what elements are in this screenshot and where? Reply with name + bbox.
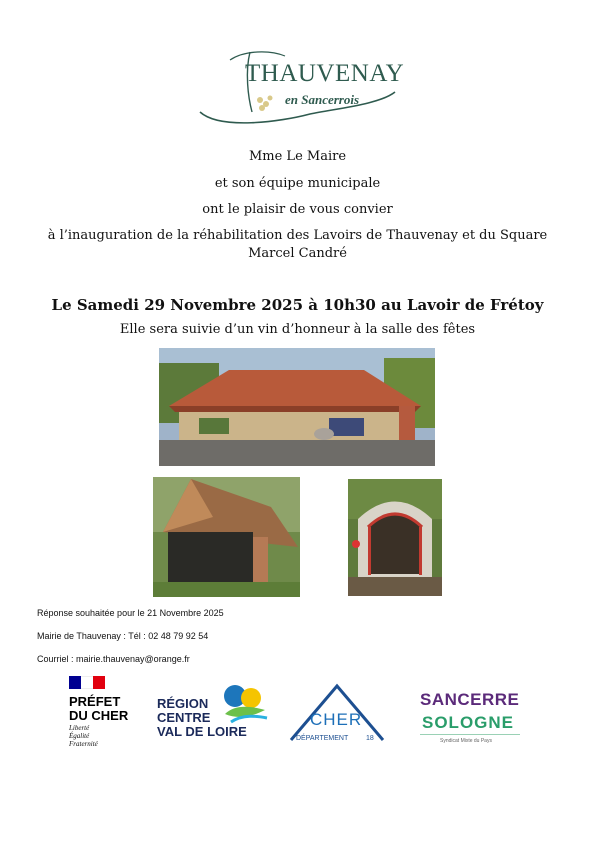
region-line3: VAL DE LOIRE bbox=[157, 724, 247, 739]
invite-line-inauguration: à l’inauguration de la réhabilitation des Lavoirs de Thauvenay et du Square bbox=[47, 228, 548, 243]
region-centre-logo bbox=[155, 684, 270, 744]
lavoir-fretoy-photo bbox=[159, 348, 435, 466]
region-bird-icon bbox=[221, 684, 269, 726]
prefet-line1: PRÉFET bbox=[69, 694, 121, 709]
logo-name: THAUVENAY bbox=[245, 60, 405, 87]
prefet-motto-liberte: Liberté bbox=[69, 724, 90, 732]
invite-line-mayor: Mme Le Maire bbox=[248, 149, 347, 164]
invite-line-square: Marcel Candré bbox=[248, 246, 347, 261]
thauvenay-logo bbox=[190, 42, 405, 130]
event-date-line: Le Samedi 29 Novembre 2025 à 10h30 au Lavoir de Frétoy bbox=[51, 296, 544, 314]
ss-subtitle: Syndicat Mixte du Pays bbox=[440, 738, 492, 744]
cher-name: CHER bbox=[310, 710, 363, 729]
ss-line1: SANCERRE bbox=[420, 690, 520, 709]
cher-departement-logo bbox=[288, 682, 386, 746]
prefet-line2: DU CHER bbox=[69, 708, 129, 723]
lavoir-wooden-photo bbox=[153, 477, 300, 597]
mairie-email: Courriel : mairie.thauvenay@orange.fr bbox=[37, 654, 190, 664]
region-line1: RÉGION bbox=[157, 696, 209, 711]
prefet-du-cher-logo bbox=[67, 676, 137, 756]
rsvp-text: Réponse souhaitée pour le 21 Novembre 2025 bbox=[37, 608, 224, 618]
french-flag-icon bbox=[69, 676, 105, 689]
invite-line-team: et son équipe municipale bbox=[214, 176, 381, 191]
prefet-motto-fraternite: Fraternité bbox=[69, 740, 98, 748]
cher-dept-label: DÉPARTEMENT bbox=[296, 735, 349, 742]
ss-underline bbox=[420, 734, 520, 735]
logo-subtitle: en Sancerrois bbox=[285, 92, 360, 107]
sancerre-sologne-logo bbox=[406, 688, 521, 746]
mairie-phone: Mairie de Thauvenay : Tél : 02 48 79 92 54 bbox=[37, 631, 209, 641]
prefet-motto-egalite: Égalité bbox=[69, 732, 90, 740]
ss-line2: SOLOGNE bbox=[422, 713, 515, 732]
event-follow-line: Elle sera suivie d’un vin d’honneur à la salle des fêtes bbox=[119, 322, 476, 337]
invite-line-pleasure: ont le plaisir de vous convier bbox=[202, 202, 393, 217]
cher-dept-number: 18 bbox=[366, 735, 374, 742]
region-line2: CENTRE bbox=[157, 710, 211, 725]
lavoir-arch-photo bbox=[348, 479, 442, 596]
